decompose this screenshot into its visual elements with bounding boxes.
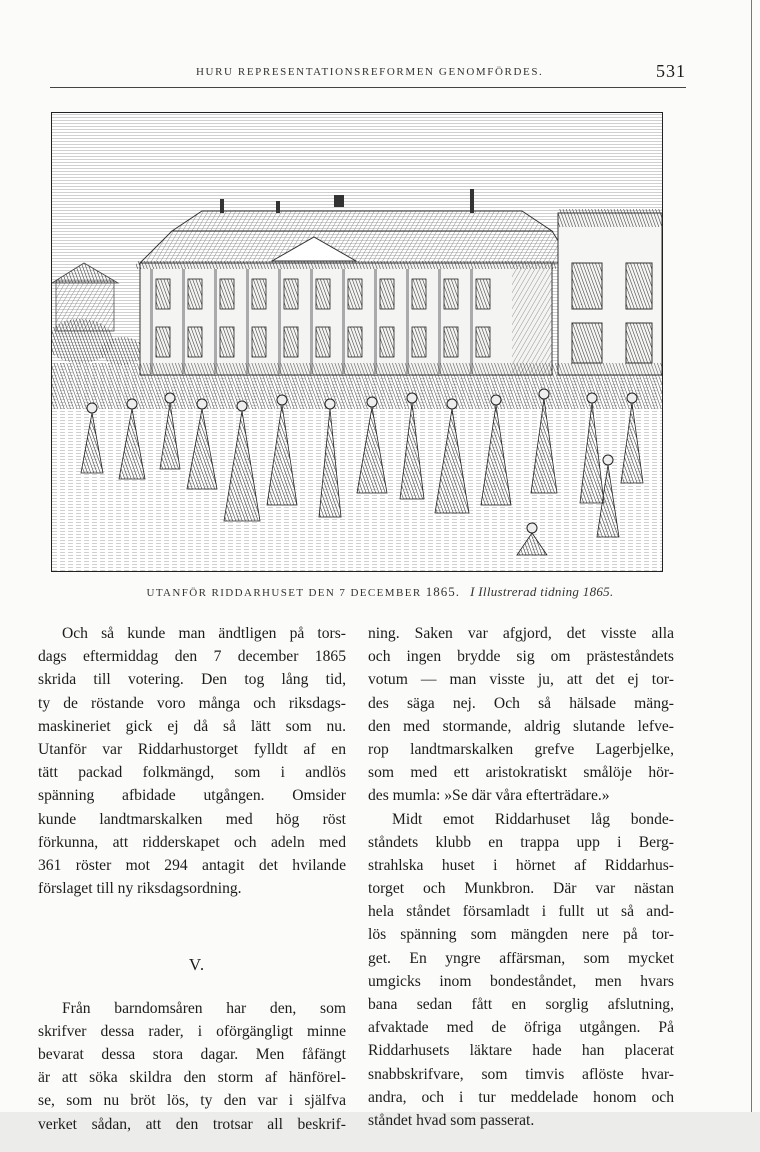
window [316,279,330,309]
pilaster [374,269,377,375]
text-line: Från barndomsåren har den, som [62,999,346,1017]
window [380,327,394,357]
window [284,327,298,357]
text-line: afvaktade med de öfriga utgången. På [368,1019,674,1037]
paragraph-saken-afgjord [368,622,674,808]
text-line: ståndet hvad som passerat. [368,1111,535,1129]
pilaster [214,269,217,375]
pilaster [246,269,249,375]
text-line: ståndets klubb en trappa upp i Berg- [368,833,674,851]
page-header [50,61,686,90]
left-column [38,622,346,1136]
text-line: Utanför var Riddarhustorget fylldt af en [38,740,346,758]
window [284,279,298,309]
figure-head [603,455,613,465]
engraving-drawing [52,113,662,571]
section-heading: V. [188,954,206,974]
text-line: förkunna, att ridderskapet och adeln med [38,833,346,851]
window [220,279,234,309]
window [444,279,458,309]
text-line: Midt emot Riddarhuset låg bonde- [392,810,674,828]
text-line: och ingen brydde sig om prästeståndets [368,648,674,666]
text-line: den med stormande, aldrig slutande lefve- [368,717,674,735]
window [252,279,266,309]
window [412,279,426,309]
text-line: maskineriet gick ej då så lätt som nu. [38,717,346,735]
figure-head [87,403,97,413]
figure-head [407,393,417,403]
pilaster [278,269,281,375]
paragraph-barndomsaren [38,997,346,1136]
figure-head [277,395,287,405]
window [348,279,362,309]
text-line: se, som nu bröt lös, ty den var i själfva [38,1092,346,1110]
header-rule [50,87,686,88]
text-line: förslaget till ny riksdagsordning. [38,880,242,898]
engraving-illustration [51,112,663,572]
text-line: ty de röstande voro många och riksdags- [38,694,346,712]
window [380,279,394,309]
text-line: är att söka skildra den storm af hänförel- [38,1069,346,1087]
running-head: HURU REPRESENTATIONSREFORMEN GENOMFÖRDES. [196,66,544,78]
window [252,327,266,357]
text-line: torget och Munkbron. Där var nästan [368,880,674,898]
pilaster [150,269,153,375]
pilaster [438,269,441,375]
figure-head [491,395,501,405]
window [476,279,490,309]
window [156,327,170,357]
pilaster [470,269,473,375]
text-line: Riddarhusets läktare hade han placerat [368,1042,674,1060]
text-line: lös spänning som mängden nere på tor- [368,926,674,944]
caption-year: 1865. [425,584,460,599]
text-line: umgicks inom bondeståndet, men hvars [368,972,674,990]
text-line: som med ett aristokratiskt smålöje hör- [368,764,674,782]
window [316,327,330,357]
text-line: bevarat dessa stora dagar. Men fåfängt [38,1046,346,1063]
text-line: des säga nej. Och så hälsade mäng- [368,694,674,712]
figure-head [197,399,207,409]
blank-space [38,923,346,946]
window [188,327,202,357]
caption-source: I Illustrerad tidning 1865. [470,584,614,599]
page-number: 531 [656,61,686,81]
window [156,279,170,309]
window [188,279,202,309]
right-column [368,622,674,1132]
text-line: hela ståndet församladt i fullt ut så and- [368,903,674,921]
text-line: kunde landtmarskalken med hög röst [38,810,346,828]
text-line: Och så kunde man ändtligen på tors- [62,625,346,642]
text-line: bana sedan fått en sorglig afslutning, [368,996,674,1013]
paragraph-bondestandets-klubb [368,808,674,1133]
blank-space [38,983,346,997]
figure-head [527,523,537,533]
figure-caption [0,584,760,600]
crowd [52,363,662,409]
blank-space [38,900,346,923]
figure-head [127,399,137,409]
pilaster [406,269,409,375]
window [220,327,234,357]
figure-head [367,397,377,407]
text-line: dags eftermiddag den 7 december 1865 [38,648,346,666]
text-line: 361 röster mot 294 antagit det hvilande [38,856,346,874]
figure-head [165,393,175,403]
paragraph-votering [38,622,346,900]
pilaster [310,269,313,375]
text-line: rop landtmarskalken grefve Lagerbjelke, [368,740,674,758]
pilaster [182,269,185,375]
pilaster [342,269,345,375]
text-line: skrida till votering. Den tog lång tid, [38,671,346,689]
window [444,327,458,357]
window [476,327,490,357]
text-line: snabbskrifvare, som timvis aflöste hvar- [368,1065,674,1083]
text-line: spänning afbidade utgången. Omsider [38,787,346,805]
figure-head [325,399,335,409]
text-line: get. En yngre affärsman, som mycket [368,949,674,967]
text-line: skrifver dessa rader, i oförgängligt minne [38,1022,346,1040]
window [348,327,362,357]
text-line: ning. Saken var afgjord, det visste alla [368,625,674,642]
caption-text: UTANFÖR RIDDARHUSET DEN 7 DECEMBER [146,587,422,599]
text-line: tätt packad folkmängd, som i andlös [38,764,346,782]
text-line: des mumla: »Se där våra efterträdare.» [368,787,610,805]
text-line: andra, och i tur meddelade honom och [368,1088,674,1106]
figure-head [447,399,457,409]
figure-head [627,393,637,403]
scan-edge-line [751,0,752,1152]
text-line: votum — man visste ju, att det ej tor- [368,671,674,689]
window [412,327,426,357]
figure-head [587,393,597,403]
figure-head [539,389,549,399]
text-line: strahlska huset i hörnet af Riddarhus- [368,856,674,874]
figure-head [237,401,247,411]
building-right [558,209,662,375]
text-line: verket sådan, att den trotsar all beskrif- [38,1115,346,1133]
